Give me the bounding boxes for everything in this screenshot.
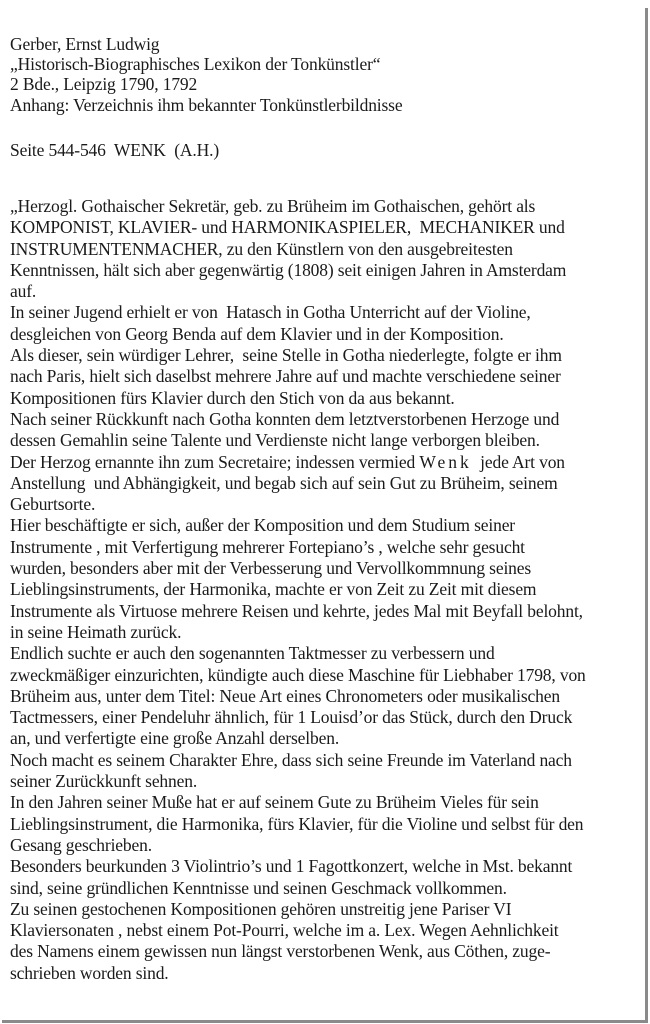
body-line: Brüheim aus, unter dem Titel: Neue Art eines Chronometers oder musikalischen [10, 685, 560, 706]
body-line: Lieblingsinstruments, der Harmonika, machte er von Zeit zu Zeit mit diesem [10, 579, 537, 600]
body-line-start: Der Herzog ernannte ihn zum Secretaire; indessen vermied [10, 451, 420, 472]
body-line: Tactmessers, einer Pendeluhr ähnlich, für 1 Louisd’or das Stück, durch den Druck [10, 707, 573, 728]
body-line: KOMPONIST, KLAVIER- und HARMONIKASPIELER, MECHANIKER und [10, 217, 565, 238]
body-line: Instrumente , mit Verfertigung mehrerer Fortepiano’s , welche sehr gesucht [10, 536, 525, 557]
body-line: auf. [10, 281, 37, 302]
body-line: Geburtsorte. [10, 494, 96, 515]
appendix-line: Anhang: Verzeichnis ihm bekannter Tonkünstlerbildnisse [10, 94, 403, 115]
author-line: Gerber, Ernst Ludwig [10, 34, 160, 54]
body-line: dessen Gemahlin seine Talente und Verdienste nicht lange verborgen bleiben. [10, 430, 540, 451]
body-line: schrieben worden sind. [10, 962, 169, 983]
body-line: Hier beschäftigte er sich, außer der Komposition und dem Studium seiner [10, 515, 515, 536]
body-line-end: jede Art von [471, 451, 565, 472]
body-line: In seiner Jugend erhielt er von Hatasch in Gotha Unterricht auf der Violine, [10, 302, 531, 323]
body-line: seiner Zurückkunft sehnen. [10, 771, 198, 792]
body-line: Zu seinen gestochenen Kompositionen gehören unstreitig jene Pariser VI [10, 898, 512, 919]
body-line: Nach seiner Rückkunft nach Gotha konnten dem letztverstorbenen Herzoge und [10, 408, 560, 429]
body-line: Noch macht es seinem Charakter Ehre, dass sich seine Freunde im Vaterland nach [10, 749, 572, 770]
body-line: Besonders beurkunden 3 Violintrio’s und 1 Fagottkonzert, welche in Mst. bekannt [10, 856, 573, 877]
page-shadow-right [645, 8, 648, 1023]
body-line: Kompositionen fürs Klavier durch den Stich von da aus bekannt. [10, 387, 455, 408]
page-shadow-bottom [2, 1020, 648, 1023]
bibliographic-header [10, 34, 402, 115]
body-line: Klaviersonaten , nebst einem Pot-Pourri, welche im a. Lex. Wegen Aehnlichkeit [10, 920, 559, 941]
body-line: „Herzogl. Gothaischer Sekretär, geb. zu Brüheim im Gothaischen, gehört als [10, 196, 536, 216]
body-line: nach Paris, hielt sich daselbst mehrere Jahre auf und machte verschiedene seiner [10, 366, 561, 387]
title-line: „Historisch-Biographisches Lexikon der Tonkünstler“ [10, 54, 381, 75]
body-line: Anstellung und Abhängigkeit, und begab sich auf sein Gut zu Brüheim, seinem [10, 472, 558, 493]
body-line: des Namens einem gewissen nun längst verstorbenen Wenk, aus Cöthen, zuge- [10, 941, 551, 962]
body-line: an, und verfertigte eine große Anzahl derselben. [10, 728, 340, 749]
page-reference: Seite 544-546 WENK (A.H.) [10, 140, 219, 160]
body-line: Instrumente als Virtuose mehrere Reisen und kehrte, jedes Mal mit Beyfall belohnt, [10, 600, 583, 621]
spaced-name-wenk: Wenk [419, 451, 472, 472]
body-line [10, 452, 586, 473]
body-line: INSTRUMENTENMACHER, zu den Künstlern von den ausgebreitesten [10, 238, 513, 259]
body-line: zweckmäßiger einzurichten, kündigte auch diese Maschine für Liebhaber 1798, von [10, 664, 586, 685]
body-line: Endlich suchte er auch den sogenannten Taktmesser zu verbessern und [10, 643, 495, 664]
body-line: Kenntnissen, hält sich aber gegenwärtig (1808) seit einigen Jahren in Amsterdam [10, 259, 567, 280]
body-line: in seine Heimath zurück. [10, 621, 182, 642]
body-line: desgleichen von Georg Benda auf dem Klavier und in der Komposition. [10, 323, 504, 344]
body-line: Gesang geschrieben. [10, 834, 152, 855]
body-line: sind, seine gründlichen Kenntnisse und seinen Geschmack vollkommen. [10, 877, 507, 898]
edition-line: 2 Bde., Leipzig 1790, 1792 [10, 74, 198, 95]
body-line: In den Jahren seiner Muße hat er auf seinem Gute zu Brüheim Vieles für sein [10, 792, 539, 813]
body-line: Als dieser, sein würdiger Lehrer, seine Stelle in Gotha niederlegte, folgte er ihm [10, 345, 562, 366]
body-line: wurden, besonders aber mit der Verbesserung und Vervollkommnung seines [10, 558, 532, 579]
entry-body [10, 196, 586, 984]
body-line: Lieblingsinstrument, die Harmonika, fürs Klavier, für die Violine und selbst für den [10, 813, 584, 834]
